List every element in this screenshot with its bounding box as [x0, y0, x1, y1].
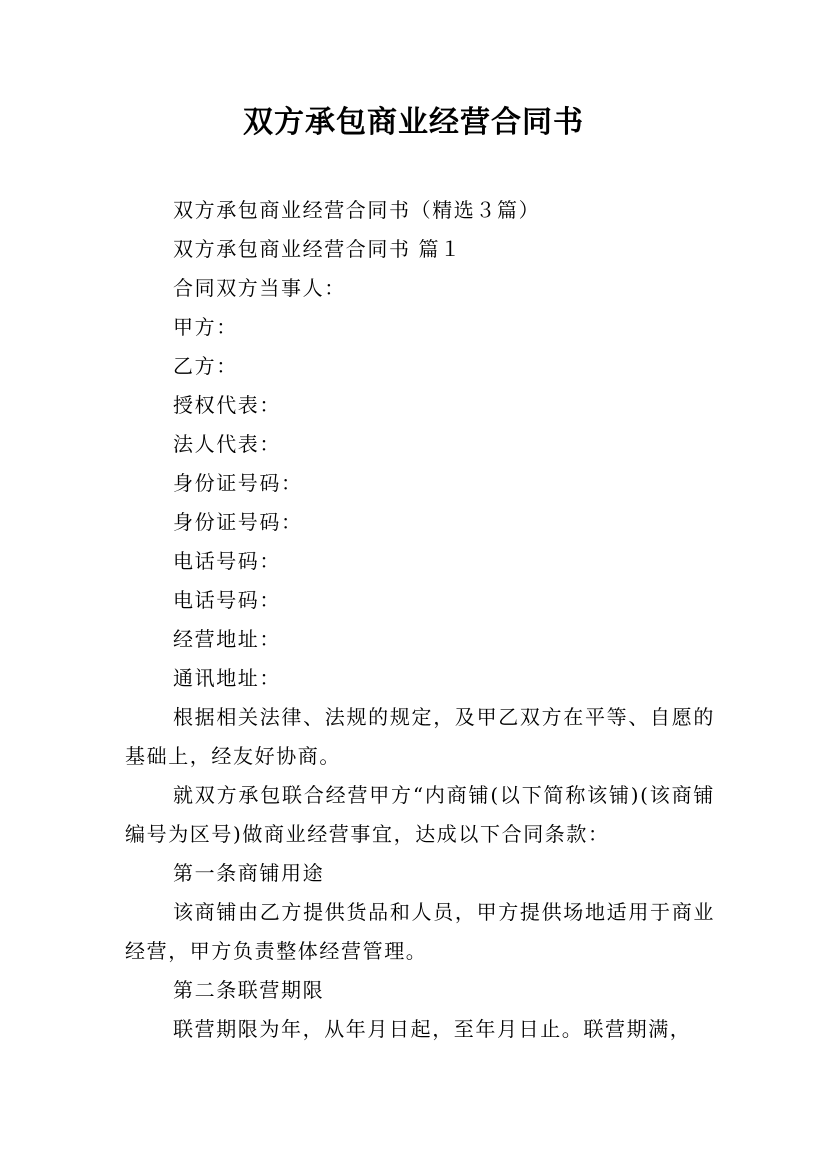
field-id-number-2: 身份证号码： — [173, 510, 303, 534]
paragraph-section-heading: 双方承包商业经营合同书 篇１ — [173, 237, 462, 261]
field-phone-2: 电话号码： — [173, 588, 281, 612]
paragraph-subtitle: 双方承包商业经营合同书（精选３篇） — [173, 198, 541, 222]
article-body-2: 联营期限为年，从年月日起，至年月日止。联营期满， — [173, 1017, 692, 1041]
field-party-a: 甲方： — [173, 315, 238, 339]
field-mailing-address: 通讯地址： — [173, 666, 281, 690]
field-phone-1: 电话号码： — [173, 549, 281, 573]
article-heading-2: 第二条联营期限 — [173, 978, 325, 1002]
field-id-number-1: 身份证号码： — [173, 471, 303, 495]
field-party-b: 乙方： — [173, 354, 238, 378]
field-business-address: 经营地址： — [173, 627, 281, 651]
field-legal-representative: 法人代表： — [173, 432, 281, 456]
paragraph-parties-heading: 合同双方当事人： — [173, 276, 346, 300]
article-heading-1: 第一条商铺用途 — [173, 861, 325, 885]
document-title: 双方承包商业经营合同书 — [243, 105, 584, 140]
article-body-1: 该商铺由乙方提供货品和人员，甲方提供场地适用于商业经营，甲方负责整体经营管理。 — [125, 900, 715, 963]
document-body — [125, 191, 715, 1049]
paragraph-legal-basis: 根据相关法律、法规的规定，及甲乙双方在平等、自愿的基础上，经友好协商。 — [125, 705, 715, 768]
field-authorized-representative: 授权代表： — [173, 393, 281, 417]
paragraph-agreement-scope: 就双方承包联合经营甲方“内商铺(以下简称该铺)(该商铺编号为区号)做商业经营事宜，达成以下合同条款： — [125, 783, 715, 846]
